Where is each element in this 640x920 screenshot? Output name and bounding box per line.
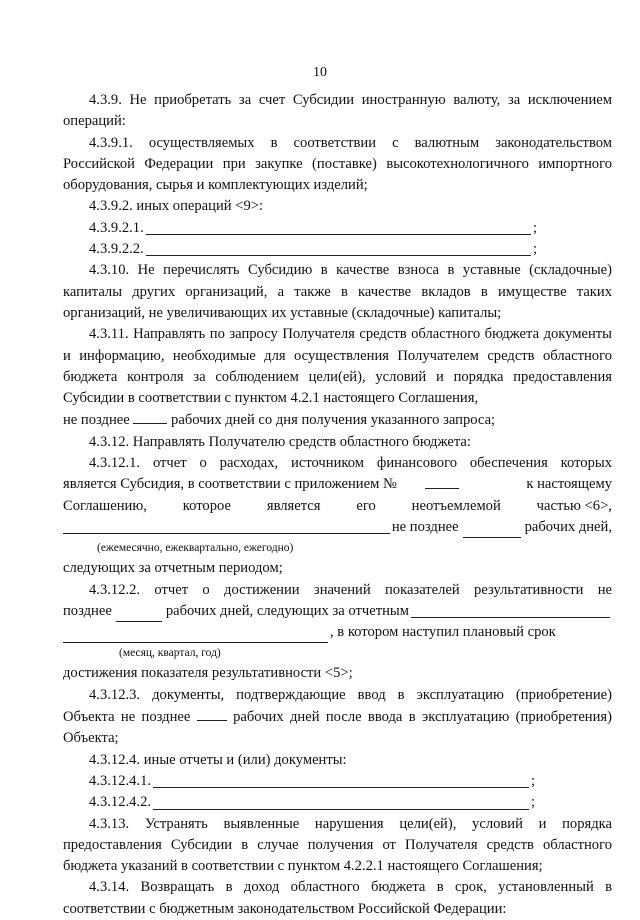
blank-4-3-9-2-1 bbox=[146, 220, 531, 235]
text-not-later: не позднее bbox=[391, 518, 459, 535]
word: частью <6>, bbox=[536, 497, 612, 514]
paragraph-4-3-12-1-line3 bbox=[63, 496, 612, 517]
paragraph-4-3-14: 4.3.14. Возвращать в доход областного бюджета в срок, установленный в соответствии с бюджетным законодательством Российской Федерации: bbox=[63, 879, 612, 917]
paragraph-4-3-12-1-line4 bbox=[63, 517, 612, 538]
label-4-3-9-2-1: 4.3.9.2.1. bbox=[89, 219, 144, 236]
paragraph-4-3-12: 4.3.12. Направлять Получателю средств областного бюджета: bbox=[89, 433, 471, 450]
blank-period-type bbox=[63, 628, 328, 643]
word: которое bbox=[182, 497, 231, 514]
paragraph-4-3-12-3 bbox=[63, 685, 612, 750]
paragraph-4-3-12-2-line3 bbox=[63, 622, 612, 643]
paragraph-4-3-12-2-line2 bbox=[63, 601, 612, 622]
paragraph-4-3-11-end bbox=[63, 409, 612, 431]
line-4-3-12-4-2 bbox=[63, 792, 535, 813]
semicolon: ; bbox=[532, 241, 537, 258]
paragraph-4-3-9-2: 4.3.9.2. иных операций <9>: bbox=[89, 198, 264, 215]
blank-days-4-3-12-3 bbox=[197, 706, 227, 721]
label-4-3-9-2-2: 4.3.9.2.2. bbox=[89, 241, 144, 258]
blank-days-4-3-12-2 bbox=[116, 607, 162, 622]
text-not-later: позднее bbox=[63, 602, 112, 619]
semicolon: ; bbox=[530, 794, 535, 811]
line-4-3-12-4-1 bbox=[63, 771, 535, 792]
blank-days-4-3-12-1 bbox=[463, 523, 521, 538]
paragraph-4-3-9-1: 4.3.9.1. осуществляемых в соответствии с валютным законодательством Российской Федерации при закупке (поставке) высокотехнологичного импортного оборудования, сырья и комплектующих изделий; bbox=[63, 134, 612, 194]
blank-4-3-12-4-1 bbox=[153, 773, 529, 788]
label-4-3-12-4-2: 4.3.12.4.2. bbox=[89, 794, 152, 811]
blank-appendix-number bbox=[425, 474, 459, 489]
paragraph-4-3-10: 4.3.10. Не перечислять Субсидию в качестве взноса в уставные (складочные) капиталы других организаций, а также в качестве вкладов в имуществе таких организаций, не увеличивающих их уставные (складочные) капиталы; bbox=[63, 262, 612, 321]
text-4-3-12-3-a: 4.3.12.3. документы, подтверждающие ввод в эксплуатацию (приобретение) Объекта не позднее bbox=[63, 686, 612, 726]
blank-4-3-12-4-2 bbox=[153, 795, 529, 810]
document-body bbox=[63, 90, 612, 920]
text-working-days: рабочих дней, bbox=[524, 518, 612, 535]
paragraph-4-3-12-1-line2 bbox=[63, 474, 612, 495]
text-following: рабочих дней, следующих за отчетным bbox=[165, 602, 409, 619]
word: неотъемлемой bbox=[411, 497, 501, 514]
label-4-3-12-4-1: 4.3.12.4.1. bbox=[89, 772, 152, 789]
text-4-3-12-3-b: рабочих дней после ввода в эксплуатацию (приобретения) Объекта; bbox=[63, 709, 612, 747]
text-4-3-12-1-b: к настоящему bbox=[526, 476, 612, 493]
caption-periodicity: (ежемесячно, ежеквартально, ежегодно) bbox=[97, 542, 294, 555]
semicolon: ; bbox=[530, 772, 535, 789]
word: является bbox=[266, 497, 321, 514]
blank-periodicity bbox=[63, 519, 390, 534]
text-not-later: не позднее bbox=[63, 412, 130, 429]
text-planned-date: , в котором наступил плановый срок bbox=[330, 624, 556, 641]
blank-reporting-period bbox=[411, 603, 610, 618]
word: Соглашению, bbox=[63, 497, 147, 514]
paragraph-4-3-12-2-line4: достижения показателя результативности <5>; bbox=[63, 665, 353, 682]
paragraph-4-3-12-4: 4.3.12.4. иные отчеты и (или) документы: bbox=[89, 751, 347, 768]
page-number: 10 bbox=[313, 65, 327, 80]
caption-period: (месяц, квартал, год) bbox=[119, 647, 221, 660]
word: его bbox=[356, 497, 376, 514]
blank-4-3-9-2-2 bbox=[146, 241, 531, 256]
semicolon: ; bbox=[532, 219, 537, 236]
paragraph-4-3-11: 4.3.11. Направлять по запросу Получателя средств областного бюджета документы и информацию, необходимые для осуществления Получателем средств областного бюджета контроля за соблюдением цели(ей), условий и порядка предоставления Субсидии в соответствии с пунктом 4.2.1 настоящего Соглашения, bbox=[63, 326, 612, 407]
paragraph-4-3-12-1-line5: следующих за отчетным периодом; bbox=[63, 560, 283, 577]
paragraph-4-3-9: 4.3.9. Не приобретать за счет Субсидии иностранную валюту, за исключением операций: bbox=[63, 92, 612, 130]
text-4-3-12-1-a: является Субсидия, в соответствии с приложением № bbox=[63, 476, 397, 493]
paragraph-4-3-12-1-line1: 4.3.12.1. отчет о расходах, источником финансового обеспечения которых bbox=[89, 455, 612, 472]
line-4-3-9-2-1 bbox=[63, 218, 537, 239]
paragraph-4-3-13: 4.3.13. Устранять выявленные нарушения цели(ей), условий и порядка предоставления Субсидии в случае получения от Получателя средств областного бюджета указаний в соответствии с пунктом 4.2.2.1 настоящего Соглашения; bbox=[63, 815, 612, 875]
paragraph-4-3-12-2-line1: 4.3.12.2. отчет о достижении значений показателей результативности не bbox=[89, 581, 612, 598]
line-4-3-9-2-2 bbox=[63, 239, 537, 260]
text-working-days: рабочих дней со дня получения указанного запроса; bbox=[171, 412, 496, 429]
blank-days-4-3-11 bbox=[133, 409, 167, 424]
